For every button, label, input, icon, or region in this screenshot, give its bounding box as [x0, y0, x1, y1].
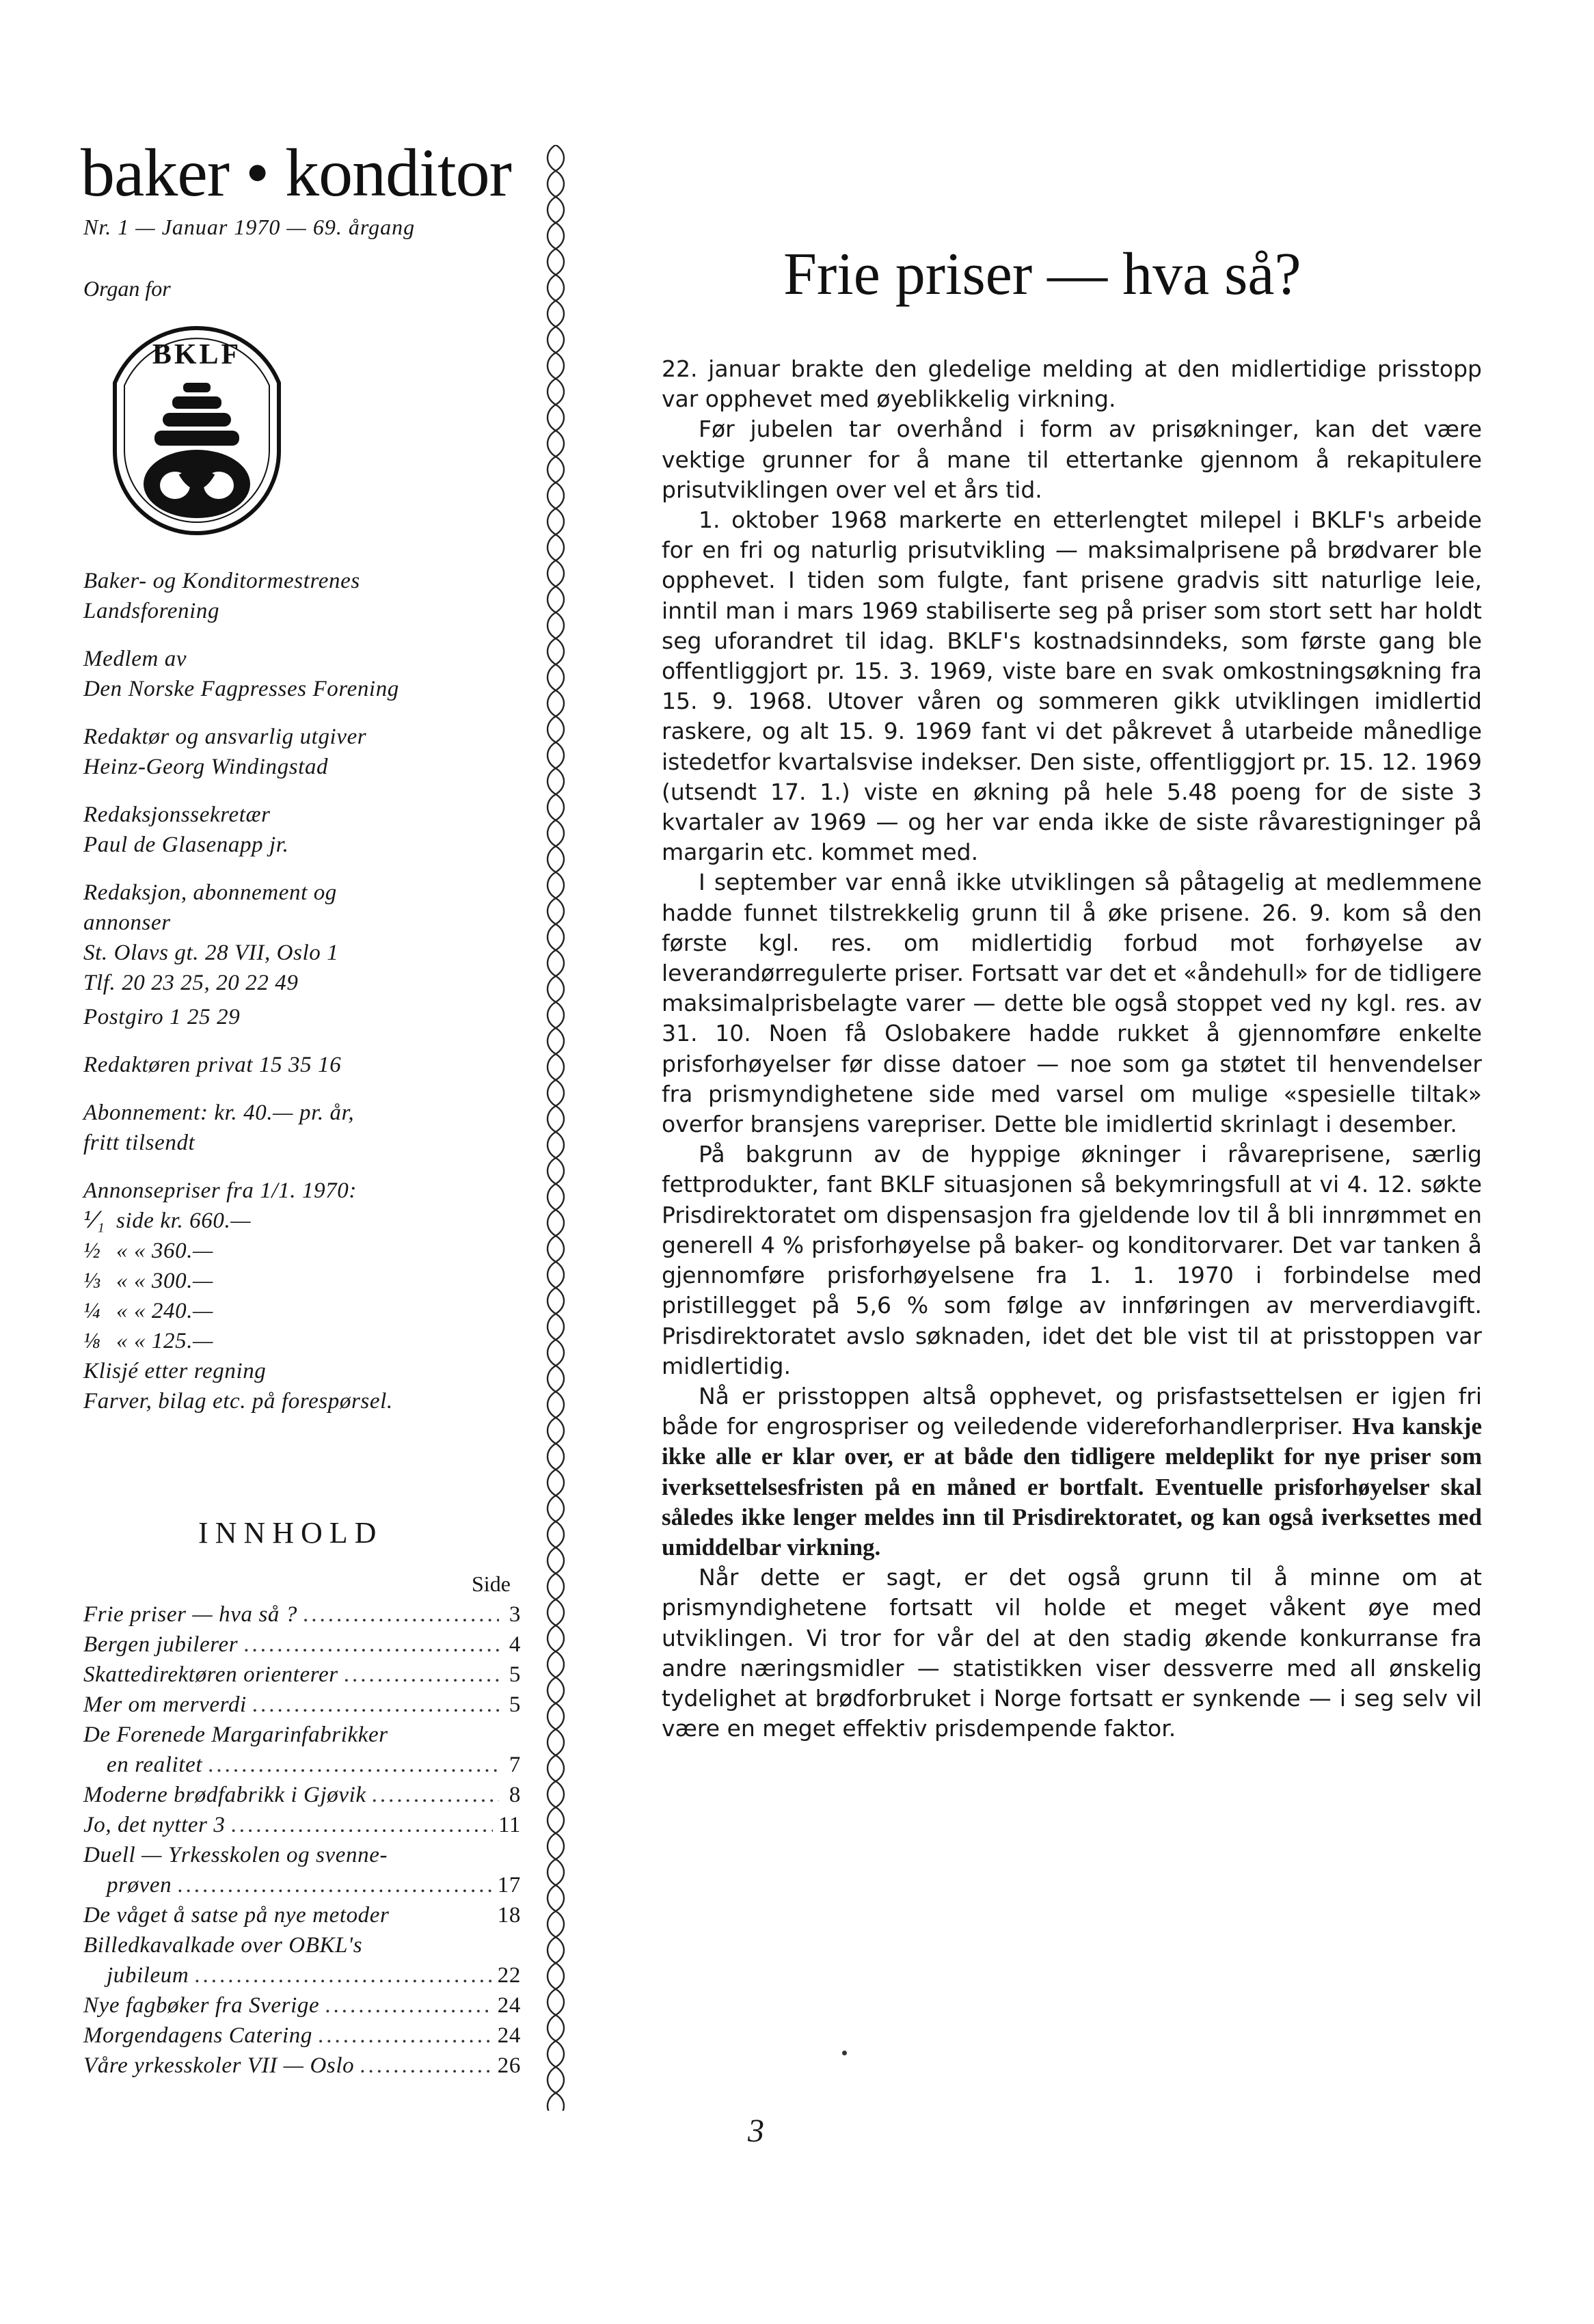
toc-item-page: 5 [509, 1692, 521, 1717]
subscription-note: fritt tilsendt [83, 1131, 195, 1155]
secretary-block [83, 800, 507, 860]
toc-item[interactable] [83, 2021, 521, 2051]
contents-title: INNHOLD [198, 1516, 383, 1550]
ad-price-row [83, 1206, 507, 1236]
toc-item-title: jubileum [107, 1963, 189, 1988]
toc-item-title: Bergen jubilerer [83, 1632, 239, 1657]
toc-item[interactable] [83, 1840, 521, 1870]
ad-price-fraction: ⅓ [83, 1269, 101, 1293]
article-text: Nå er prisstoppen altså opphevet, og prisfastsettelsen er igjen fri både for engrospriser og veiledende videreforhandlerpriser. [662, 1382, 1482, 1440]
subscription-block [83, 1098, 507, 1158]
organ-for-label: Organ for [83, 276, 171, 301]
ad-price-row [83, 1326, 507, 1356]
postgiro-line: Postgiro 1 25 29 [83, 1005, 241, 1029]
office-block [83, 878, 507, 998]
membership-label: Medlem av [83, 647, 187, 671]
toc-leader [252, 1690, 499, 1720]
toc-item-title: Jo, det nytter 3 [83, 1813, 226, 1837]
table-of-contents [83, 1599, 521, 2081]
toc-item-page: 3 [509, 1602, 521, 1627]
toc-item-page: 24 [497, 2023, 521, 2048]
publisher-name-line-1: Baker- og Konditormestrenes [83, 569, 360, 593]
toc-item[interactable] [83, 2051, 521, 2081]
toc-item-title: Moderne brødfabrikk i Gjøvik [83, 1783, 366, 1807]
ad-price-value: « « 125.— [116, 1329, 213, 1353]
toc-item-page: 18 [497, 1903, 521, 1928]
article-bold-notice: Hva kanskje ikke alle er klar over, er at både den tidligere meldeplikt for nye priser som iverksettelsesfristen på en måned er bortfalt. Eventuelle prisforhøyelser skal således ikke lenger meldes inn til Prisdirektoratet, og kan også iverksettes med umiddelbar virkning. [662, 1413, 1482, 1560]
toc-leader [344, 1660, 499, 1690]
editor-private-phone: Redaktøren privat 15 35 16 [83, 1053, 342, 1077]
toc-leader [360, 2051, 492, 2081]
toc-item[interactable] [83, 1810, 521, 1840]
article-paragraph [662, 1381, 1482, 1563]
ad-price-fraction: ½ [83, 1239, 101, 1263]
membership-block [83, 644, 507, 704]
office-phone: Tlf. 20 23 25, 20 22 49 [83, 971, 299, 995]
toc-item[interactable] [83, 1780, 521, 1810]
decorative-dot [842, 2051, 847, 2055]
article-paragraph: 1. oktober 1968 markerte en etterlengtet milepel i BKLF's arbeide for en fri og naturlig prisutvikling — maksimalprisene på brødvarer ble opphevet. I tiden som fulgte, fant prisene gradvis sitt naturlige leie, inntil man i mars 1969 stabiliserte seg på priser som stort sett har holdt seg uforandret til idag. BKLF's kostnadsinndeks, som første gang ble offentliggjort pr. 15. 3. 1969, viste bare en svak omkostningsøkning fra 15. 9. 1968. Utover våren og sommeren gikk utviklingen imidlertid raskere, og alt 15. 9. 1969 fant vi det påkrevet å utarbeide månedlige istedetfor kvartalsvise indekser. Den siste, offentliggjort pr. 15. 12. 1969 (utsendt 17. 1.) viste en økning på hele 5.48 poeng for de siste 3 kvartaler av 1969 — og her var enda ikke de siste råvarestigninger på margarin etc. kommet med. [662, 506, 1482, 866]
toc-leader [318, 2021, 492, 2051]
toc-leader [243, 1630, 499, 1660]
masthead-title: baker • konditor [81, 135, 511, 211]
ad-price-fraction: ⅟₁ [83, 1208, 105, 1233]
page-number: 3 [748, 2113, 764, 2149]
article-paragraph: I september var ennå ikke utviklingen så påtagelig at medlemmene hadde funnet tilstrekkelig grunn til å øke prisene. 26. 9. kom så den første kgl. res. om midlertidig forbud mot forhøyelse av leverandørregulerte priser. Fortsatt var det et «åndehull» for de tidligere maksimalprisbelagte varer — dette ble også stoppet ved ny kgl. res. av 31. 10. Noen få Oslobakere hadde rukket å gjennomføre enkelte prisforhøyelser før disse datoer — noe som ga støtet til henvendelser fra prismyndighetene side med varsel om mulige «spesielle tiltak» overfor bransjens varepriser. Dette ble imidlertid skrinlagt i desember. [662, 869, 1482, 1138]
pretzel-beehive-logo-icon [94, 314, 299, 540]
secretary-name: Paul de Glasenapp jr. [83, 833, 289, 857]
toc-item[interactable] [83, 1990, 521, 2021]
toc-item-title: en realitet [107, 1753, 203, 1777]
office-label-2: annonser [83, 910, 171, 935]
toc-item-page: 8 [509, 1783, 521, 1807]
issue-line: Nr. 1 — Januar 1970 — 69. årgang [83, 215, 416, 239]
ad-prices-block [83, 1176, 507, 1416]
toc-item-page: 7 [509, 1753, 521, 1777]
toc-item-title: Våre yrkesskoler VII — Oslo [83, 2053, 355, 2078]
toc-item-continuation[interactable] [83, 1870, 521, 1900]
editor-role: Redaktør og ansvarlig utgiver [83, 725, 367, 749]
toc-item-page: 24 [497, 1993, 521, 2018]
toc-item-page: 22 [497, 1963, 521, 1988]
toc-item-page: 17 [497, 1873, 521, 1897]
toc-item-page: 4 [509, 1632, 521, 1657]
toc-leader [303, 1599, 499, 1630]
toc-leader [194, 1960, 492, 1990]
toc-leader [231, 1810, 493, 1840]
toc-item-title: Skattedirektøren orienterer [83, 1662, 338, 1687]
toc-item[interactable] [83, 1900, 521, 1930]
ad-price-row [83, 1266, 507, 1296]
toc-item-title: prøven [107, 1873, 172, 1897]
ad-price-row [83, 1296, 507, 1326]
article-paragraph: Før jubelen tar overhånd i form av prisøkninger, kan det være vektige grunner for å mane til ettertanke gjennom å rekapitulere prisutviklingen over vel et års tid. [662, 416, 1482, 503]
toc-leader [325, 1990, 492, 2021]
ad-price-value: « « 300.— [116, 1269, 213, 1293]
article-headline: Frie priser — hva så? [783, 241, 1301, 308]
article-paragraph: Når dette er sagt, er det også grunn til å minne om at prismyndighetene fortsatt vil holde et meget våkent øye med utviklingen. Vi tror for vår del at den stadig økende konkurranse fra andre næringsmidler — statistikken viser dessverre med all ønskelig tydelighet at brødforbruket i Norge fortsatt er synkende — i seg selv vil være en meget effektiv prisdempende faktor. [662, 1564, 1482, 1742]
toc-item[interactable] [83, 1690, 521, 1720]
toc-item-title: Billedkavalkade over OBKL's [83, 1933, 363, 1958]
contents-side-label: Side [472, 1571, 511, 1596]
toc-leader [208, 1750, 499, 1780]
publication-info [83, 566, 507, 1416]
toc-item-page: 11 [498, 1813, 521, 1837]
toc-leader [177, 1870, 492, 1900]
subscription-price: Abonnement: kr. 40.— pr. år, [83, 1100, 355, 1125]
ad-price-value: « « 360.— [116, 1239, 213, 1263]
cliches-note: Klisjé etter regning [83, 1359, 267, 1383]
colors-note: Farver, bilag etc. på forespørsel. [83, 1389, 393, 1414]
article-paragraph: 22. januar brakte den gledelige melding at den midlertidige prisstopp var opphevet med øyeblikkelig virkning. [662, 355, 1482, 413]
toc-item[interactable] [83, 1930, 521, 1960]
publisher-block [83, 566, 507, 626]
toc-item-continuation[interactable] [83, 1750, 521, 1780]
ad-price-value: « « 240.— [116, 1299, 213, 1323]
toc-item[interactable] [83, 1660, 521, 1690]
ad-prices-title: Annonsepriser fra 1/1. 1970: [83, 1178, 357, 1203]
ad-price-fraction: ⅛ [83, 1329, 101, 1353]
article-body [662, 354, 1482, 1744]
ad-price-fraction: ¼ [83, 1299, 101, 1323]
toc-item-title: Frie priser — hva så ? [83, 1602, 297, 1627]
toc-item-title: De våget å satse på nye metoder [83, 1903, 390, 1928]
editor-block [83, 722, 507, 782]
toc-item-title: Morgendagens Catering [83, 2023, 312, 2048]
toc-item-continuation[interactable] [83, 1960, 521, 1990]
toc-item[interactable] [83, 1599, 521, 1630]
editor-name: Heinz-Georg Windingstad [83, 755, 329, 779]
publisher-name-line-2: Landsforening [83, 599, 220, 623]
toc-item-page: 26 [497, 2053, 521, 2078]
membership-org: Den Norske Fagpresses Forening [83, 677, 399, 701]
toc-item-title: Duell — Yrkesskolen og svenne- [83, 1843, 388, 1867]
toc-item-title: Mer om merverdi [83, 1692, 247, 1717]
article-paragraph: På bakgrunn av de hyppige økninger i råvareprisene, særlig fettprodukter, fant BKLF situasjonen så bekymringsfull at vi 4. 12. søkte Prisdirektoratet om dispensasjon fra gjeldende lov til å bli innrømmet en generell 4 % prisforhøyelse på baker- og konditorvarer. Det var tanken å gjennomføre prisforhøyelsene fra 1. 1. 1970 i forbindelse med pristillegget på 5,6 % som følge av innføringen av merverdiavgift. Prisdirektoratet avslo søknaden, idet det ble vist til at prisstoppen var midlertidig. [662, 1141, 1482, 1379]
toc-item-title: De Forenede Margarinfabrikker [83, 1722, 388, 1747]
toc-item-page: 5 [509, 1662, 521, 1687]
ad-price-row [83, 1236, 507, 1266]
svg-text:BKLF: BKLF [152, 339, 242, 370]
toc-item[interactable] [83, 1630, 521, 1660]
office-address: St. Olavs gt. 28 VII, Oslo 1 [83, 941, 339, 965]
toc-leader [372, 1780, 499, 1810]
toc-item-title: Nye fagbøker fra Sverige [83, 1993, 320, 2018]
toc-item[interactable] [83, 1720, 521, 1750]
chain-divider [543, 145, 568, 2111]
secretary-role: Redaksjonssekretær [83, 802, 271, 827]
office-label-1: Redaksjon, abonnement og [83, 880, 337, 905]
bklf-logo [94, 314, 299, 540]
ad-price-value: side kr. 660.— [116, 1208, 252, 1233]
